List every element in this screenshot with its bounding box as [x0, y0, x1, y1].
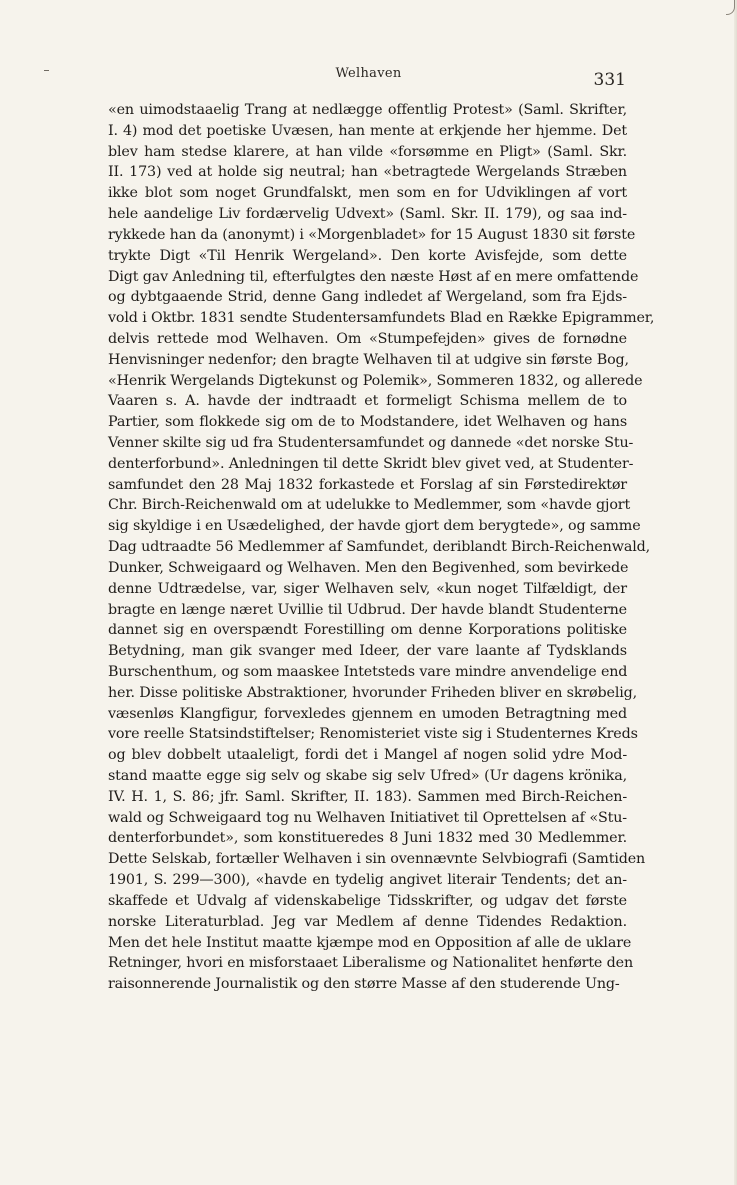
text-line: trykte Digt «Til Henrik Wergeland». Den korte Avisfejde, som dette	[108, 247, 627, 264]
text-line: Dunker, Schweigaard og Welhaven. Men den Begivenhed, som bevirkede	[108, 559, 629, 576]
text-line: og blev dobbelt utaaleligt, fordi det i Mangel af nogen solid ydre Mod-	[108, 747, 627, 764]
text-line: denne Udtrædelse, var, siger Welhaven selv, «kun noget Tilfældigt, der	[108, 580, 627, 597]
text-line: stand maatte egge sig selv og skabe sig selv Ufred» (Ur dagens krönika,	[108, 768, 627, 784]
text-line: delvis rettede mod Welhaven. Om «Stumpefejden» gives de fornødne	[108, 330, 627, 347]
text-line: Partier, som flokkede sig om de to Modstandere, idet Welhaven og hans	[108, 414, 627, 431]
text-line: her. Disse politiske Abstraktioner, hvorunder Friheden bliver en skrøbelig,	[108, 684, 638, 701]
text-line: skaffede et Udvalg af videnskabelige Tidsskrifter, og udgav det første	[108, 892, 627, 909]
text-line: 1901, S. 299—300), «havde en tydelig angivet literair Tendents; det an-	[108, 872, 627, 889]
text-line: væsenløs Klangfigur, forvexledes gjennem en umoden Betragtning med	[108, 705, 627, 722]
running-title: Welhaven	[335, 66, 402, 81]
text-line: Henvisninger nedenfor; den bragte Welhaven til at udgive sin første Bog,	[108, 351, 629, 368]
text-line: og dybtgaaende Strid, denne Gang indledet af Wergeland, som fra Ejds-	[108, 289, 627, 306]
text-line: II. 173) ved at holde sig neutral; han «betragtede Wergelands Stræben	[108, 164, 627, 181]
page-number: 331	[593, 70, 626, 90]
text-line: I. 4) mod det poetiske Uvæsen, han mente at erkjende her hjemme. Det	[108, 122, 627, 139]
text-line: Digt gav Anledning til, efterfulgtes den næste Høst af en mere omfattende	[108, 268, 639, 285]
text-line: «Henrik Wergelands Digtekunst og Polemik», Sommeren 1832, og allerede	[108, 372, 643, 389]
text-line: Men det hele Institut maatte kjæmpe mod en Opposition af alle de uklare	[108, 934, 632, 951]
text-line: Chr. Birch-Reichenwald om at udelukke to Medlemmer, som «havde gjort	[108, 497, 631, 514]
page-header	[0, 64, 737, 88]
text-line: Dag udtraadte 56 Medlemmer af Samfundet, deriblandt Birch-Reichenwald,	[108, 539, 651, 556]
text-line: Retninger, hvori en misforstaaet Liberalisme og Nationalitet henførte den	[108, 955, 634, 972]
text-line: IV. H. 1, S. 86; jfr. Saml. Skrifter, II. 183). Sammen med Birch-Reichen-	[108, 788, 627, 805]
text-line: vore reelle Statsindstiftelser; Renomisteriet viste sig i Studenternes Kreds	[108, 726, 638, 743]
text-line: norske Literaturblad. Jeg var Medlem af denne Tidendes Redaktion.	[108, 913, 627, 930]
text-line: denterforbundet», som konstitueredes 8 Juni 1832 med 30 Medlemmer.	[108, 830, 627, 847]
text-line: sig skyldige i en Usædelighed, der havde gjort dem berygtede», og samme	[108, 518, 641, 535]
text-line: denterforbund». Anledningen til dette Skridt blev givet ved, at Studenter-	[108, 455, 634, 472]
text-line: «en uimodstaaelig Trang at nedlægge offentlig Protest» (Saml. Skrifter,	[108, 102, 627, 118]
text-line: Dette Selskab, fortæller Welhaven i sin ovennævnte Selvbiografi (Samtiden	[108, 851, 646, 868]
text-line: raisonnerende Journalistik og den større Masse af den studerende Ung-	[108, 976, 620, 993]
body-text	[108, 100, 655, 995]
text-line: bragte en længe næret Uvillie til Udbrud. Der havde blandt Studenterne	[108, 601, 627, 618]
text-line: vold i Oktbr. 1831 sendte Studentersamfundets Blad en Række Epigrammer,	[108, 310, 655, 327]
text-line: Venner skilte sig ud fra Studentersamfundet og dannede «det norske Stu-	[108, 435, 634, 451]
text-line: samfundet den 28 Maj 1832 forkastede et Forslag af sin Førstedirektør	[108, 476, 627, 493]
text-line: wald og Schweigaard tog nu Welhaven Initiativet til Oprettelsen af «Stu-	[108, 809, 627, 826]
text-line: Betydning, man gik svanger med Ideer, der vare laante af Tydsklands	[108, 643, 627, 660]
text-line: Vaaren s. A. havde der indtraadt et formeligt Schisma mellem de to	[108, 393, 627, 410]
text-line: Burschenthum, og som maaskee Intetsteds vare mindre anvendelige end	[108, 663, 628, 680]
text-line: rykkede han da (anonymt) i «Morgenbladet» for 15 August 1830 sit første	[108, 226, 636, 243]
text-line: blev ham stedse klarere, at han vilde «forsømme en Pligt» (Saml. Skr.	[108, 143, 627, 160]
text-line: ikke blot som noget Grundfalskt, men som en for Udviklingen af vort	[108, 185, 627, 202]
text-line: dannet sig en overspændt Forestilling om denne Korporations politiske	[108, 622, 627, 639]
text-line: hele aandelige Liv fordærvelig Udvext» (Saml. Skr. II. 179), og saa ind-	[108, 206, 627, 223]
